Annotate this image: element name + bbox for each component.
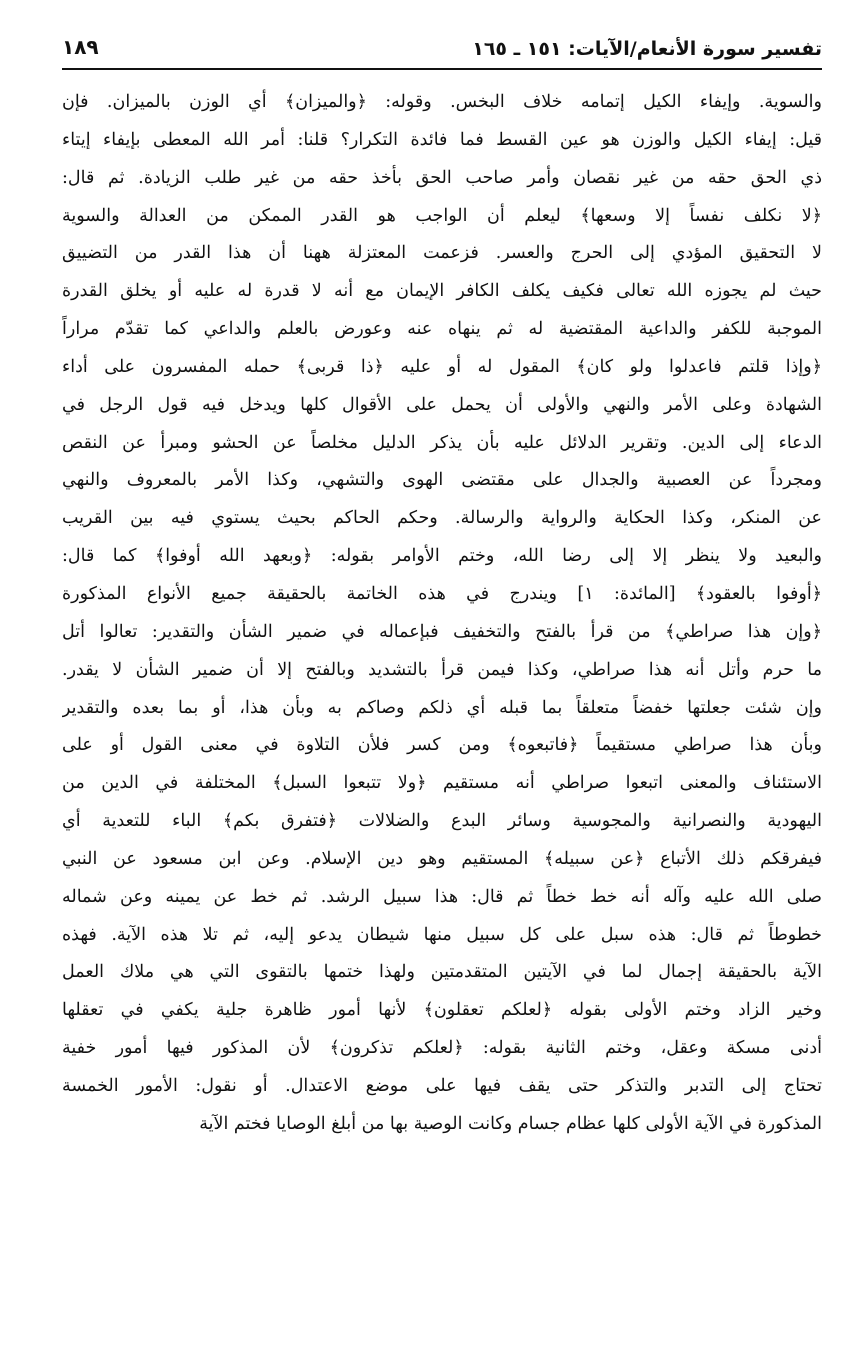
text-line: قيل: إيفاء الكيل والوزن هو عين القسط فما فائدة التكرار؟ قلنا: أمر الله المعطى بإيفاء إيتاء [62,129,822,150]
text-line: أدنى مسكة وعقل، وختم الثانية بقوله: ﴿لعلكم تذكرون﴾ لأن المذكور فيها أمور خفية [62,1038,822,1059]
text-line: عن المنكر، وكذا الحكاية والرواية والرسالة. وحكم الحاكم بحيث يستوي فيه بين القريب [62,508,822,529]
text-line: وإن شئت جعلتها خفضاً متعلقاً بما قبله أي ذلكم وصاكم به وبأن هذا، أو بما بعده والتقدير [62,697,822,718]
text-line: ذي الحق حقه من غير نقصان وأمر صاحب الحق بأخذ حقه من غير طلب الزيادة. ثم قال: [62,167,822,188]
text-line: الاستئناف والمعنى اتبعوا صراطي أنه مستقيم ﴿ولا تتبعوا السبل﴾ المختلفة في الدين من [62,773,822,794]
text-line: وخير الزاد وختم الأولى بقوله ﴿لعلكم تعقلون﴾ لأنها أمور ظاهرة جلية يكفي في تعقلها [62,1000,822,1021]
text-line: اليهودية والنصرانية والمجوسية وسائر البدع والضلالات ﴿فتفرق بكم﴾ الباء للتعدية أي [62,811,822,832]
text-line: الدعاء إلى الدين. وتقرير الدلائل عليه بأن يذكر الدليل مخلصاً عن الحشو ومبرأ عن النقص [62,432,822,453]
text-line: لا التحقيق المؤدي إلى الحرج والعسر. فزعمت المعتزلة ههنا أن هذا القدر من التضييق [62,243,822,264]
body-text [62,84,822,1144]
text-line: فيفرقكم ذلك الأتباع ﴿عن سبيله﴾ المستقيم وهو دين الإسلام. وعن ابن مسعود عن النبي [62,848,822,869]
page-number: ١٨٩ [62,35,99,59]
text-line: ﴿وإذا قلتم فاعدلوا ولو كان﴾ المقول له أو عليه ﴿ذا قربى﴾ حمله المفسرون على أداء [62,356,822,377]
text-line: حيث لم يجوزه الله تعالى فكيف يكلف الكافر الإيمان مع أنه لا قدرة له عليه أو يخلق القدرة [62,281,822,302]
text-line: خطوطاً ثم قال: هذه سبل على كل سبيل منها شيطان يدعو إليه، ثم تلا هذه الآية. فهذه [62,924,822,945]
text-line: والسوية. وإيفاء الكيل إتمامه خلاف البخس. وقوله: ﴿والميزان﴾ أي الوزن بالميزان. فإن [62,92,822,112]
text-line: ما حرم وأتل أنه هذا صراطي، وكذا فيمن قرأ بالتشديد وبالفتح إلا أن ضمير الشأن لا يقدر. [62,659,822,680]
text-line: والبعيد ولا ينظر إلا إلى رضا الله، وختم الأوامر بقوله: ﴿وبعهد الله أوفوا﴾ كما قال: [62,546,822,567]
text-line: وبأن هذا صراطي مستقيماً ﴿فاتبعوه﴾ ومن كسر فلأن التلاوة في معنى القول أو على [62,735,822,756]
text-line: الشهادة وعلى الأمر والنهي والأولى أن يحمل على الأقوال كلها ويدخل فيه قول الرجل في [62,394,822,415]
running-header-title: تفسير سورة الأنعام/الآيات: ١٥١ ـ ١٦٥ [472,38,822,60]
header-rule [62,68,822,70]
text-line: تحتاج إلى التدبر والتذكر حتى يقف فيها على موضع الاعتدال. أو نقول: الأمور الخمسة [62,1075,822,1096]
text-line: ﴿وإن هذا صراطي﴾ من قرأ بالفتح والتخفيف فبإعماله في ضمير الشأن والتقدير: تعالوا أتل [62,621,822,642]
running-header [62,30,822,70]
text-line: ﴿لا نكلف نفساً إلا وسعها﴾ ليعلم أن الواجب هو القدر الممكن من العدالة والسوية [62,205,822,226]
text-line: صلى الله عليه وآله أنه خط خطاً ثم قال: هذا سبيل الرشد. ثم خط عن يمينه وعن شماله [62,886,822,907]
text-line: الموجبة للكفر والداعية المقتضية له ثم ينهاه عنه وعورض بالعلم والداعي كما تقدّم مراراً [62,319,822,340]
text-line: ﴿أوفوا بالعقود﴾ [المائدة: ١] ويندرج في هذه الخاتمة بالحقيقة جميع الأنواع المذكورة [62,583,822,604]
text-line: المذكورة في الآية الأولى كلها عظام جسام وكانت الوصية بها من أبلغ الوصايا فختم الآية [199,1113,822,1134]
text-line: الآية بالحقيقة إجمال لما في الآيتين المتقدمتين ولهذا ختمها بالتقوى التي هي ملاك العمل [62,962,822,983]
text-line: ومجرداً عن العصبية والجدال على مقتضى الهوى والتشهي، وكذا الأمر بالمعروف والنهي [62,470,822,491]
